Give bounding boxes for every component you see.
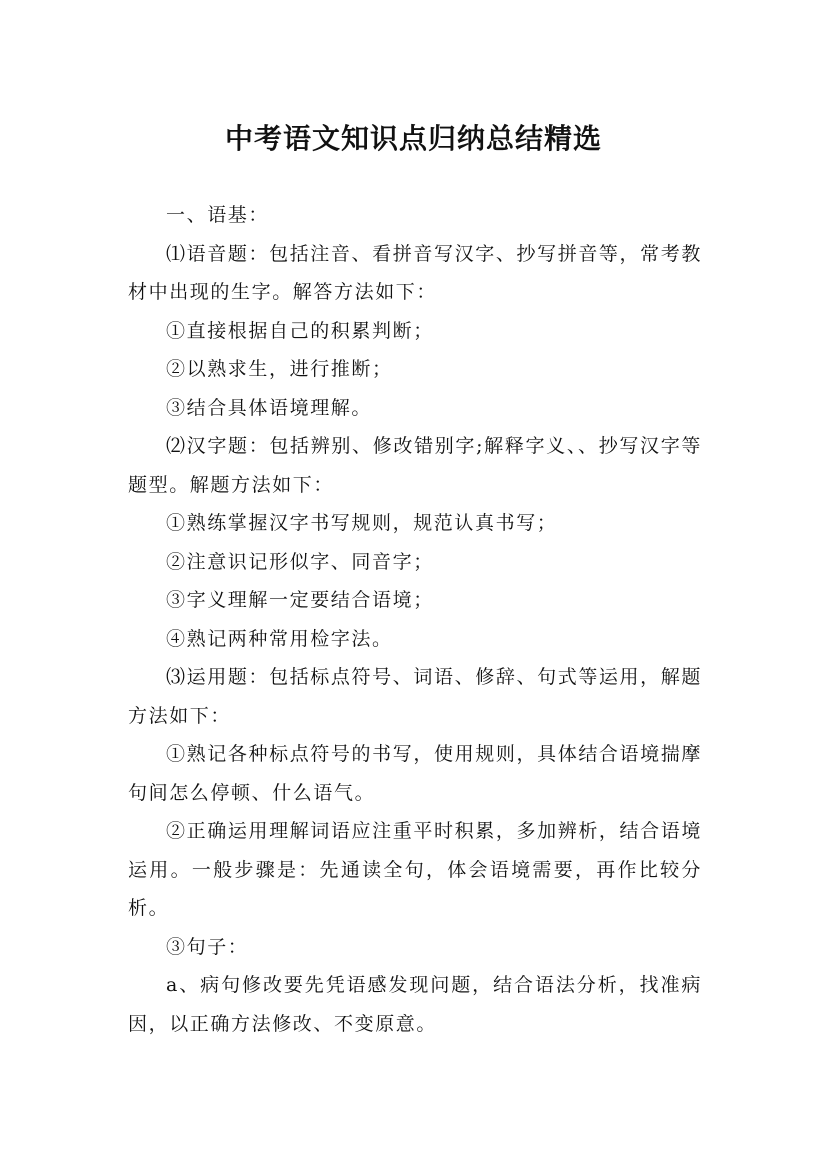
list-item: ③句子： (166, 935, 249, 958)
list-item: ③结合具体语境理解。 (166, 396, 373, 419)
list-item: ①熟记各种标点符号的书写，使用规则，具体结合语境揣摩句间怎么停顿、什么语气。 (128, 743, 702, 804)
document-body (128, 196, 702, 1043)
paragraph-usage: ⑶运用题：包括标点符号、词语、修辞、句式等运用，解题方法如下： (128, 666, 702, 727)
list-item: ③字义理解一定要结合语境； (166, 589, 434, 611)
paragraph-pronunciation: ⑴语音题：包括注音、看拼音写汉字、抄写拼音等，常考教材中出现的生字。解答方法如下： (128, 242, 702, 303)
list-item: ④熟记两种常用检字法。 (166, 627, 393, 650)
paragraph-characters: ⑵汉字题：包括辨别、修改错别字;解释字义、、抄写汉字等题型。解题方法如下： (128, 435, 702, 496)
list-item: ②以熟求生，进行推断； (166, 358, 393, 380)
section-heading-basics: 一、语基： (166, 204, 270, 226)
list-item: ①直接根据自己的积累判断； (166, 319, 434, 342)
list-item: ①熟练掌握汉字书写规则，规范认真书写； (166, 512, 558, 534)
document-title: 中考语文知识点归纳总结精选 (224, 121, 602, 155)
list-item: a、病句修改要先凭语感发现问题，结合语法分析，找准病因，以正确方法修改、不变原意。 (128, 974, 702, 1035)
list-item: ②注意识记形似字、同音字； (166, 550, 434, 573)
list-item: ②正确运用理解词语应注重平时积累，多加辨析，结合语境运用。一般步骤是：先通读全句，体会语境需要，再作比较分析。 (128, 820, 702, 919)
